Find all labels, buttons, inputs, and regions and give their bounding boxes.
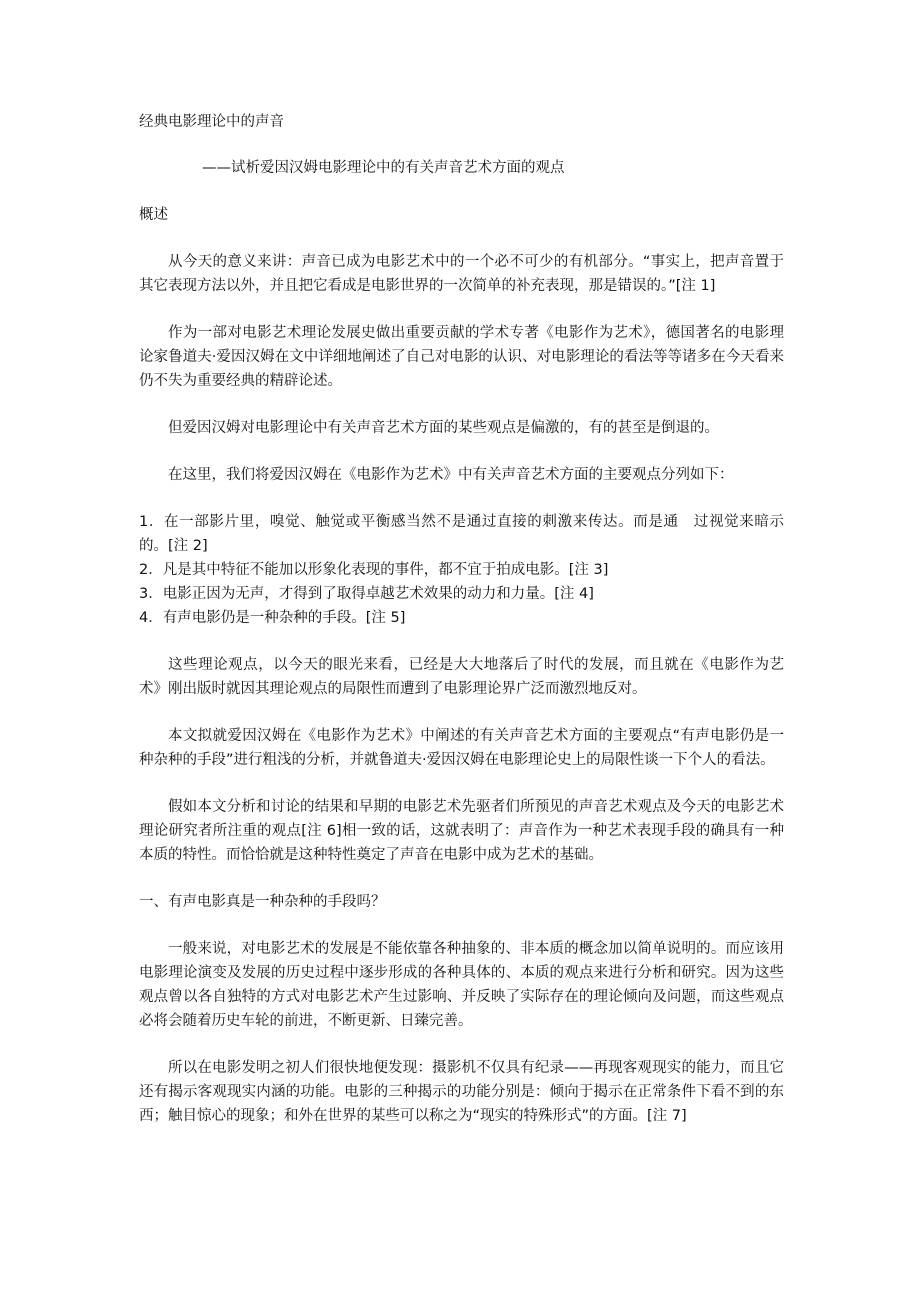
document-title: 经典电影理论中的声音 <box>139 114 284 130</box>
paragraph: 本文拟就爱因汉姆在《电影作为艺术》中阐述的有关声音艺术方面的主要观点“有声电影仍是一种杂种的手段”进行粗浅的分析，并就鲁道夫·爱因汉姆在电影理论史上的局限性谈一下个人的看法。 <box>139 728 784 768</box>
document-subtitle: ——试析爱因汉姆电影理论中的有关声音艺术方面的观点 <box>202 160 565 176</box>
list-item: 3．电影正因为无声，才得到了取得卓越艺术效果的动力和力量。[注 4] <box>139 586 594 602</box>
paragraph: 一般来说，对电影艺术的发展是不能依靠各种抽象的、非本质的概念加以简单说明的。而应该用电影理论演变及发展的历史过程中逐步形成的各种具体的、本质的观点来进行分析和研究。因为这些观点曾以各自独特的方式对电影艺术产生过影响、并反映了实际存在的理论倾向及问题，而这些观点必将会随着历史车轮的前进，不断更新、日臻完善。 <box>139 941 784 1029</box>
list-item: 2．凡是其中特征不能加以形象化表现的事件，都不宜于拍成电影。[注 3] <box>139 562 609 578</box>
section-heading: 一、有声电影真是一种杂种的手段吗？ <box>139 894 386 910</box>
paragraph: 作为一部对电影艺术理论发展史做出重要贡献的学术专著《电影作为艺术》，德国著名的电影理论家鲁道夫·爱因汉姆在文中详细地阐述了自己对电影的认识、对电影理论的看法等等诸多在今天看来仍不失为重要经典的精辟论述。 <box>139 325 784 389</box>
list-item: 1．在一部影片里，嗅觉、触觉或平衡感当然不是通过直接的刺激来传达。而是通 过视觉来暗示的。[注 2] <box>139 514 784 554</box>
paragraph: 从今天的意义来讲：声音已成为电影艺术中的一个必不可少的有机部分。“事实上，把声音置于其它表现方法以外，并且把它看成是电影世界的一次简单的补充表现，那是错误的。”[注 1] <box>139 254 784 294</box>
paragraph: 在这里，我们将爱因汉姆在《电影作为艺术》中有关声音艺术方面的主要观点分列如下： <box>168 467 734 483</box>
paragraph: 这些理论观点，以今天的眼光来看，已经是大大地落后了时代的发展，而且就在《电影作为艺术》刚出版时就因其理论观点的局限性而遭到了电影理论界广泛而激烈地反对。 <box>139 657 784 697</box>
paragraph: 但爱因汉姆对电影理论中有关声音艺术方面的某些观点是偏激的，有的甚至是倒退的。 <box>168 420 719 436</box>
viewpoint-list <box>139 510 784 630</box>
overview-heading: 概述 <box>139 207 168 223</box>
list-item: 4．有声电影仍是一种杂种的手段。[注 5] <box>139 610 406 626</box>
paragraph: 假如本文分析和讨论的结果和早期的电影艺术先驱者们所预见的声音艺术观点及今天的电影艺术理论研究者所注重的观点[注 6]相一致的话，这就表明了：声音作为一种艺术表现手段的确具有一种本质的特性。而恰恰就是这种特性奠定了声音在电影中成为艺术的基础。 <box>139 799 784 863</box>
document-page <box>139 110 784 1128</box>
paragraph: 所以在电影发明之初人们很快地便发现：摄影机不仅具有纪录——再现客观现实的能力，而且它还有揭示客观现实内涵的功能。电影的三种揭示的功能分别是：倾向于揭示在正常条件下看不到的东西；触目惊心的现象；和外在世界的某些可以称之为“现实的特殊形式”的方面。[注 7] <box>139 1060 784 1124</box>
